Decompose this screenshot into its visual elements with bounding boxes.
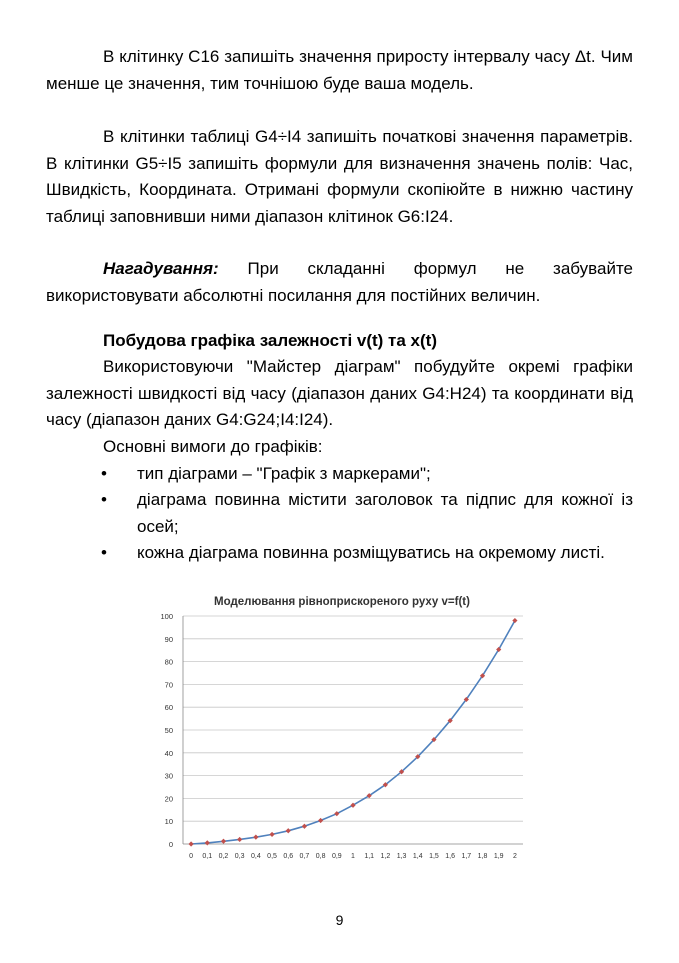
- y-tick-label: 90: [164, 634, 173, 644]
- x-tick-label: 0,9: [331, 853, 342, 860]
- x-tick-label: 1,2: [380, 853, 391, 860]
- bullet-marker: •: [101, 490, 107, 509]
- bullet-item: діаграма повинна містити заголовок та підпис для кожної із осей;: [137, 490, 633, 536]
- x-tick-label: 0,8: [315, 853, 326, 860]
- paragraph-reminder: [46, 256, 633, 309]
- reminder-label: Нагадування:: [103, 259, 219, 278]
- paragraph-requirements: Основні вимоги до графіків:: [103, 437, 323, 456]
- chart-svg: [140, 588, 532, 868]
- y-tick-label: 30: [164, 771, 173, 781]
- series-line: [191, 621, 515, 844]
- paragraph-initial-values: В клітинки таблиці G4÷I4 запишіть початкові значення параметрів. В клітинки G5÷I5 запишіть формули для визначення значень полів: Час, Швидкість, Координата. Отримані формули скопіюйте в нижню частину таблиці заповнивши ними діапазон клітинок G6:I24.: [46, 127, 633, 226]
- y-tick-label: 50: [164, 726, 173, 735]
- x-tick-label: 1,4: [412, 853, 423, 860]
- data-point-marker: [269, 832, 274, 837]
- x-tick-label: 1,6: [445, 853, 456, 860]
- x-tick-label: 1,7: [461, 853, 472, 860]
- y-tick-label: 20: [164, 794, 173, 804]
- x-tick-label: 0,3: [234, 853, 245, 860]
- section-heading: Побудова графіка залежності v(t) та x(t): [103, 331, 437, 350]
- data-point-marker: [253, 835, 258, 840]
- bullet-marker: •: [101, 464, 107, 483]
- x-tick-label: 2: [512, 853, 517, 860]
- x-tick-label: 1,9: [493, 853, 504, 860]
- velocity-chart: [140, 588, 532, 868]
- x-tick-label: 1,1: [364, 853, 375, 860]
- x-tick-label: 1: [351, 853, 355, 860]
- x-tick-label: 0,2: [218, 853, 229, 860]
- y-tick-label: 100: [160, 612, 173, 621]
- page-number: 9: [335, 912, 344, 928]
- bullet-item: тип діаграми – "Графік з маркерами";: [137, 464, 431, 483]
- y-tick-label: 80: [164, 657, 173, 667]
- x-tick-label: 0,4: [250, 853, 261, 860]
- x-tick-label: 1,3: [396, 853, 407, 860]
- y-tick-label: 70: [164, 680, 173, 690]
- x-tick-label: 0,6: [283, 853, 294, 860]
- bullet-item: кожна діаграма повинна розміщуватись на окремому листі.: [137, 543, 605, 562]
- y-tick-label: 60: [164, 703, 173, 713]
- chart-title: Моделювання рівноприскореного руху v=f(t): [214, 596, 470, 608]
- x-tick-label: 1,5: [429, 853, 439, 860]
- data-point-marker: [237, 837, 242, 842]
- data-point-marker: [286, 828, 291, 833]
- bullet-marker: •: [101, 543, 107, 562]
- y-tick-label: 10: [164, 817, 173, 827]
- reminder-text: При складанні формул не забувайте використовувати абсолютні посилання для постійних величин.: [46, 259, 633, 305]
- x-tick-label: 0,7: [299, 853, 310, 860]
- x-tick-label: 0,1: [202, 853, 213, 860]
- data-point-marker: [302, 824, 307, 829]
- data-point-marker: [318, 818, 323, 823]
- x-tick-label: 0: [189, 853, 194, 860]
- x-tick-label: 0,5: [267, 853, 277, 860]
- y-tick-label: 40: [164, 748, 173, 758]
- paragraph-chart-wizard: Використовуючи "Майстер діаграм" побудуйте окремі графіки залежності швидкості від часу (діапазон даних G4:H24) та координати від часу (діапазон даних G4:G24;I4:I24).: [46, 357, 633, 429]
- x-tick-label: 1,8: [477, 853, 488, 860]
- paragraph-cell-c16: В клітинку C16 запишіть значення приросту інтервалу часу Δt. Чим менше це значення, тим точнішою буде ваша модель.: [46, 47, 633, 93]
- data-point-marker: [188, 841, 193, 846]
- data-point-marker: [205, 840, 210, 845]
- data-point-marker: [221, 839, 226, 844]
- y-tick-label: 0: [168, 840, 173, 849]
